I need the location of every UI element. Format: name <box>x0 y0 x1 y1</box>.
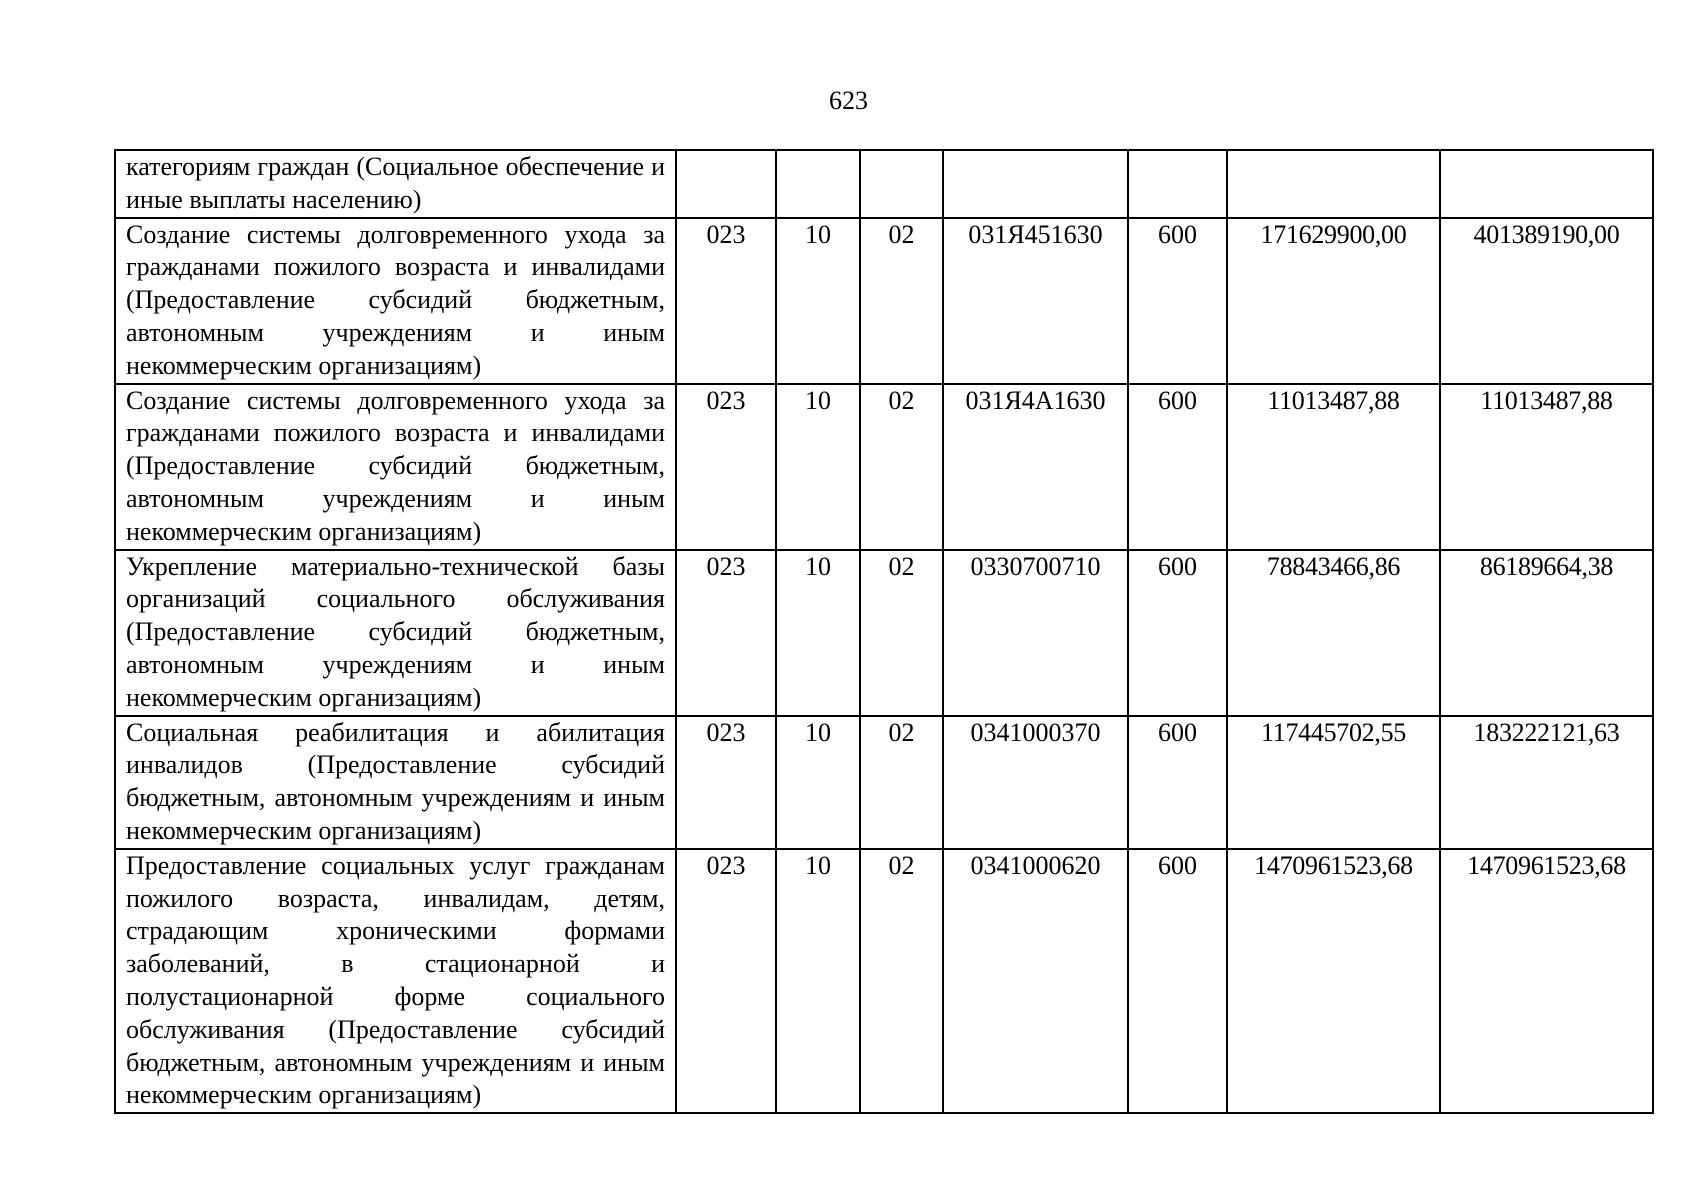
cell-vr <box>1128 150 1227 218</box>
cell-sum-2: 86189664,38 <box>1440 550 1653 716</box>
cell-sum-2: 1470961523,68 <box>1440 849 1653 1113</box>
cell-rz <box>776 150 860 218</box>
table-row <box>115 150 1653 218</box>
cell-sum-1: 78843466,86 <box>1227 550 1440 716</box>
cell-csr: 031Я4А1630 <box>943 384 1128 550</box>
cell-grbs <box>676 150 776 218</box>
cell-csr: 031Я451630 <box>943 218 1128 384</box>
cell-rz: 10 <box>776 716 860 849</box>
table-row <box>115 849 1653 1113</box>
cell-grbs: 023 <box>676 550 776 716</box>
cell-sum-1: 117445702,55 <box>1227 716 1440 849</box>
cell-csr: 0330700710 <box>943 550 1128 716</box>
cell-vr: 600 <box>1128 716 1227 849</box>
cell-rz: 10 <box>776 550 860 716</box>
cell-rz: 10 <box>776 218 860 384</box>
cell-pr: 02 <box>860 384 943 550</box>
cell-pr: 02 <box>860 550 943 716</box>
table-row <box>115 716 1653 849</box>
cell-vr: 600 <box>1128 550 1227 716</box>
cell-pr: 02 <box>860 849 943 1113</box>
cell-pr <box>860 150 943 218</box>
row-name: категориям граждан (Социальное обеспечение и иные выплаты населению) <box>115 150 676 218</box>
cell-vr: 600 <box>1128 218 1227 384</box>
cell-rz: 10 <box>776 849 860 1113</box>
row-name: Укрепление материально-технической базы организаций социального обслуживания (Предоставление субсидий бюджетным, автономным учреждениям и иным некоммерческим организациям) <box>115 550 676 716</box>
cell-grbs: 023 <box>676 849 776 1113</box>
cell-grbs: 023 <box>676 218 776 384</box>
table-row <box>115 384 1653 550</box>
cell-sum-2 <box>1440 150 1653 218</box>
cell-vr: 600 <box>1128 849 1227 1113</box>
row-name: Предоставление социальных услуг гражданам пожилого возраста, инвалидам, детям, страдающим хроническими формами заболеваний, в стационарной и полустационарной форме социального обслуживания (Предоставление субсидий бюджетным, автономным учреждениям и иным некоммерческим организациям) <box>115 849 676 1113</box>
cell-vr: 600 <box>1128 384 1227 550</box>
cell-grbs: 023 <box>676 716 776 849</box>
table-row <box>115 550 1653 716</box>
cell-csr: 0341000370 <box>943 716 1128 849</box>
cell-sum-1: 1470961523,68 <box>1227 849 1440 1113</box>
cell-pr: 02 <box>860 218 943 384</box>
row-name: Социальная реабилитация и абилитация инвалидов (Предоставление субсидий бюджетным, автономным учреждениям и иным некоммерческим организациям) <box>115 716 676 849</box>
cell-sum-1: 171629900,00 <box>1227 218 1440 384</box>
cell-sum-1 <box>1227 150 1440 218</box>
cell-sum-1: 11013487,88 <box>1227 384 1440 550</box>
cell-csr: 0341000620 <box>943 849 1128 1113</box>
page-number: 623 <box>829 86 868 115</box>
table-row <box>115 218 1653 384</box>
cell-csr <box>943 150 1128 218</box>
row-name: Создание системы долговременного ухода за гражданами пожилого возраста и инвалидами (Предоставление субсидий бюджетным, автономным учреждениям и иным некоммерческим организациям) <box>115 384 676 550</box>
row-name: Создание системы долговременного ухода за гражданами пожилого возраста и инвалидами (Предоставление субсидий бюджетным, автономным учреждениям и иным некоммерческим организациям) <box>115 218 676 384</box>
cell-rz: 10 <box>776 384 860 550</box>
cell-pr: 02 <box>860 716 943 849</box>
cell-sum-2: 11013487,88 <box>1440 384 1653 550</box>
cell-grbs: 023 <box>676 384 776 550</box>
cell-sum-2: 183222121,63 <box>1440 716 1653 849</box>
cell-sum-2: 401389190,00 <box>1440 218 1653 384</box>
budget-table <box>114 149 1654 1114</box>
